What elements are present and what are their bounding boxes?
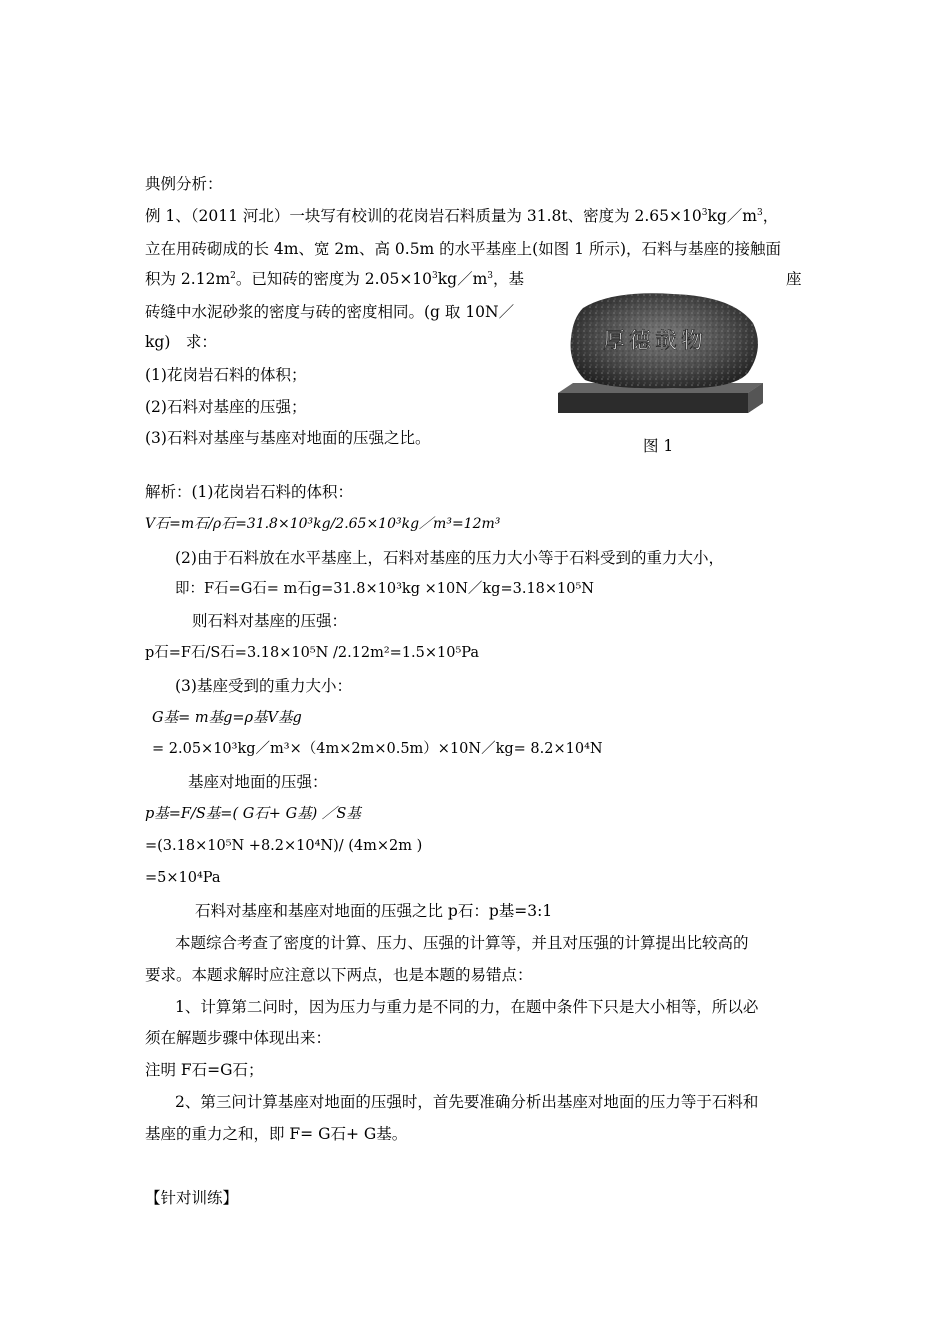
- comment-p2-line1: 1、计算第二问时，因为压力与重力是不同的力，在题中条件下只是大小相等，所以必: [175, 998, 759, 1016]
- example-line-2: 立在用砖砌成的长 4m、宽 2m、高 0.5m 的水平基座上(如图 1 所示)，石料与基座的接触面: [145, 240, 781, 258]
- comment-p3-line1: 2、第三问计算基座对地面的压强时，首先要准确分析出基座对地面的压力等于石料和: [175, 1093, 759, 1111]
- example-line-5: kg) 求：: [145, 333, 217, 351]
- figure-caption: 图 1: [643, 437, 674, 455]
- section-heading: 典例分析：: [145, 175, 223, 193]
- question-3: (3)石料对基座与基座对地面的压强之比。: [145, 429, 431, 447]
- comment-p2-line3: 注明 F石=G石；: [145, 1061, 264, 1079]
- stone-illustration: [553, 288, 768, 418]
- example-line-4: 砖缝中水泥砂浆的密度与砖的密度相同。(g 取 10N／: [145, 303, 515, 321]
- solution-step3-line3: = 2.05×10³kg／m³×（4m×2m×0.5m）×10N／kg= 8.2×10⁴N: [152, 741, 603, 757]
- solution-intro: 解析：(1)花岗岩石料的体积：: [145, 483, 353, 501]
- solution-step3-line6: =(3.18×10⁵N +8.2×10⁴N)/ (4m×2m ): [145, 838, 423, 854]
- solution-step2-line2: 即：F石=G石= m石g=31.8×10³kg ×10N／kg=3.18×10⁵N: [175, 581, 594, 597]
- figure-stone-image: [553, 288, 768, 418]
- question-1: (1)花岗岩石料的体积；: [145, 366, 307, 384]
- solution-step2-line4: p石=F石/S石=3.18×10⁵N /2.12m²=1.5×10⁵Pa: [145, 645, 480, 661]
- comment-p1-line1: 本题综合考查了密度的计算、压力、压强的计算等，并且对压强的计算提出比较高的: [175, 934, 749, 952]
- solution-step3-line1: (3)基座受到的重力大小：: [175, 677, 352, 695]
- solution-step2-line3: 则石料对基座的压强：: [192, 612, 348, 630]
- example-line-3-right: 座: [786, 270, 802, 288]
- solution-step3-line2: G基= m基g=ρ基V基g: [152, 710, 302, 726]
- comment-p2-line2: 须在解题步骤中体现出来：: [145, 1029, 332, 1047]
- example-line-1: 例 1、（2011 河北）一块写有校训的花岗岩石料质量为 31.8t、密度为 $2.65\times 10^3kg/m^3$，: [145, 207, 779, 225]
- solution-step3-line4: 基座对地面的压强：: [188, 773, 328, 791]
- comment-p3-line2: 基座的重力之和，即 F= G石+ G基。: [145, 1125, 408, 1143]
- comment-p1-line2: 要求。本题求解时应注意以下两点，也是本题的易错点：: [145, 966, 533, 984]
- solution-ratio: 石料对基座和基座对地面的压强之比 p石：p基=3:1: [195, 902, 553, 920]
- solution-step3-line7: =5×10⁴Pa: [145, 870, 221, 886]
- solution-step3-line5: p基=F/S基=( G石+ G基) ／S基: [145, 806, 361, 822]
- solution-volume-formula: V石=m石/ρ石=31.8×10³kg/2.65×10³kg／m³=12m³: [145, 516, 501, 532]
- stone-inscription: 厚德載物: [602, 329, 708, 354]
- question-2: (2)石料对基座的压强；: [145, 398, 307, 416]
- example-line-3: 积为 $2.12m^2$。已知砖的密度为 $2.05\times 10^3kg/m^3$，基: [145, 270, 525, 288]
- solution-step2-line1: (2)由于石料放在水平基座上，石料对基座的压力大小等于石料受到的重力大小，: [175, 549, 724, 567]
- training-heading: 【针对训练】: [145, 1189, 239, 1207]
